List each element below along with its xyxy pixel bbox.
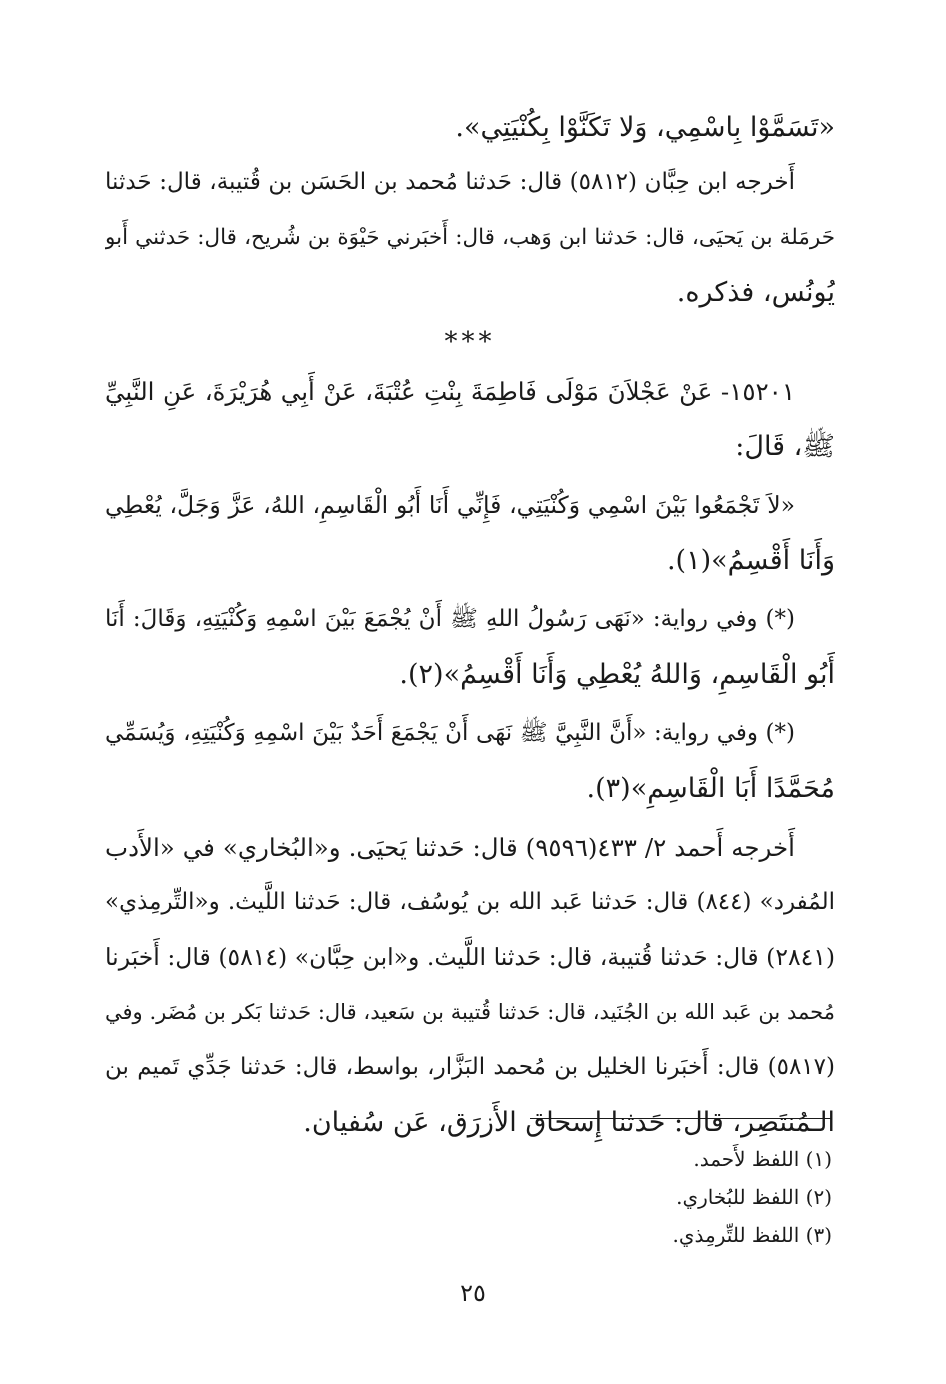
riwaya-line: (*) وفي رواية: «نَهَى رَسُولُ اللهِ ﷺ أَنْ يُجْمَعَ بَيْنَ اسْمِهِ وَكُنْيَتِهِ، وَقَالَ: أَنَا: [105, 606, 795, 632]
takhrij-line: (٢٨٤١) قال: حَدثنا قُتيبة، قال: حَدثنا اللَّيث. و«ابن حِبَّان» (٥٨١٤) قال: أَخبَرنا: [105, 943, 835, 971]
takhrij-line: أَخرجه ابن حِبَّان (٥٨١٢) قال: حَدثنا مُحمد بن الحَسَن بن قُتيبة، قال: حَدثنا: [105, 169, 795, 195]
takhrij-line: (٥٨١٧) قال: أَخبَرنا الخليل بن مُحمد البَزَّار، بواسط، قال: حَدثنا جَدِّي تَميم بن: [105, 1054, 835, 1080]
footnote: (٣) اللفظ للتِّرمِذي.: [672, 1223, 832, 1247]
takhrij-line: الـمُنتَصِر، قال: حَدثنا إِسحاق الأَزرَق، عَن سُفيان.: [303, 1107, 835, 1138]
section-separator: ***: [444, 327, 496, 357]
takhrij-line: يُونُس، فذكره.: [676, 277, 835, 308]
takhrij-line: المُفرد» (٨٤٤) قال: حَدثنا عَبد الله بن يُوسُف، قال: حَدثنا اللَّيث. و«التِّرمِذي»: [105, 889, 835, 915]
page-body: [105, 100, 835, 1150]
hadith-text-line: «لاَ تَجْمَعُوا بَيْنَ اسْمِي وَكُنْيَتِي، فَإِنِّي أَنَا أَبُو الْقَاسِمِ، اللهُ، عَزَّ وَجَلَّ، يُعْطِي: [105, 491, 795, 519]
footnote: (٢) اللفظ للبُخاري.: [676, 1185, 832, 1209]
riwaya-line: مُحَمَّدًا أَبَا الْقَاسِمِ»(٣).: [586, 773, 835, 804]
takhrij-line: مُحمد بن عَبد الله بن الجُنَيد، قال: حَدثنا قُتيبة بن سَعيد، قال: حَدثنا بَكر بن مُضَر. وفي: [105, 1000, 835, 1024]
riwaya-line: أَبُو الْقَاسِمِ، وَاللهُ يُعْطِي وَأَنَا أَقْسِمُ»(٢).: [399, 659, 835, 690]
hadith-heading-line: ١٥٢٠١- عَنْ عَجْلاَنَ مَوْلَى فَاطِمَةَ بِنْتِ عُتْبَةَ، عَنْ أَبِي هُرَيْرَةَ، عَنِ النَّبِيِّ: [105, 377, 795, 406]
riwaya-line: (*) وفي رواية: «أَنَّ النَّبِيَّ ﷺ نَهَى أَنْ يَجْمَعَ أَحَدٌ بَيْنَ اسْمِهِ وَكُنْيَتِهِ، وَيُسَمِّي: [105, 720, 795, 746]
takhrij-line: أَخرجه أَحمد ٢/ ٤٣٣(٩٥٩٦) قال: حَدثنا يَحيَى. و«البُخاري» في «الأَدب: [105, 833, 795, 862]
hadith-heading-line: ﷺ، قَالَ:: [735, 431, 835, 462]
page-number: ٢٥: [460, 1279, 486, 1307]
footnotes: [400, 1140, 832, 1254]
hadith-text-line: وَأَنَا أَقْسِمُ»(١).: [666, 545, 835, 576]
takhrij-line: حَرمَلة بن يَحيَى، قال: حَدثنا ابن وَهب، قال: أَخبَرني حَيْوَة بن شُريح، قال: حَدثني أَبو: [105, 225, 835, 250]
quote-line: «تَسَمَّوْا بِاسْمِي، وَلا تَكَنَّوْا بِكُنْيَتِي».: [455, 112, 835, 143]
footnote: (١) اللفظ لأَحمد.: [693, 1147, 832, 1171]
footnote-divider: [530, 1118, 832, 1119]
